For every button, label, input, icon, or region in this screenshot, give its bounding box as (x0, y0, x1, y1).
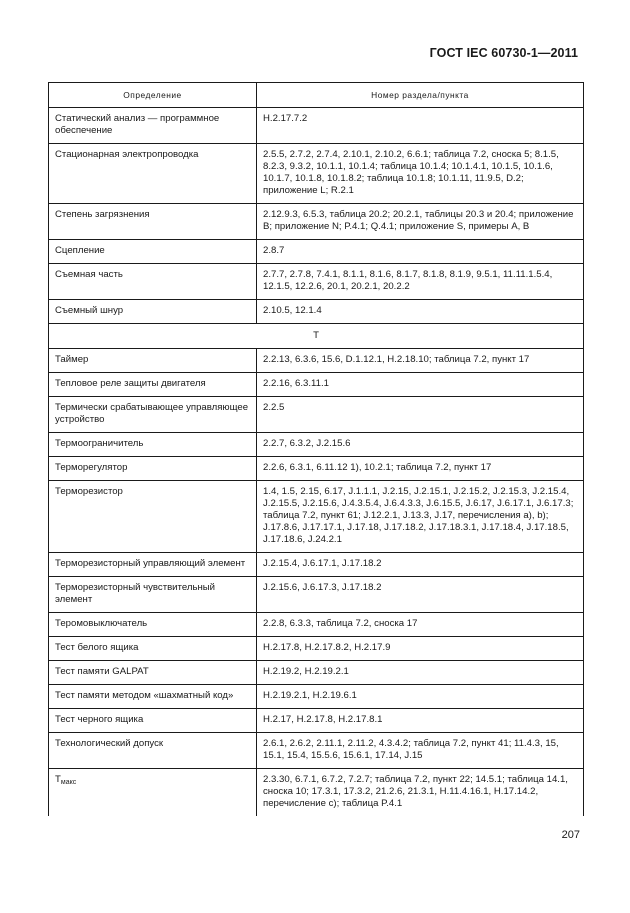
refs-cell: J.2.15.6, J.6.17.3, J.17.18.2 (257, 577, 584, 613)
table-row (49, 349, 584, 373)
table-row (49, 709, 584, 733)
refs-cell: 2.6.1, 2.6.2, 2.11.1, 2.11.2, 4.3.4.2; таблица 7.2, пункт 41; 11.4.3, 15, 15.1, 15.4, 15.5.6, 15.6.1, 17.14, J.15 (257, 733, 584, 769)
refs-cell: 2.2.7, 6.3.2, J.2.15.6 (257, 433, 584, 457)
refs-cell: 2.5.5, 2.7.2, 2.7.4, 2.10.1, 2.10.2, 6.6.1; таблица 7.2, сноска 5; 8.1.5, 8.2.3, 9.3.2, 10.1.1, 10.1.4; таблица 10.1.4; 10.1.4.1, 10.1.5, 10.1.6, 10.1.7, 10.1.8, 10.1.8.2; таблица 10.1.8; 10.1.11, 11.9.5, D.2; приложение L; R.2.1 (257, 144, 584, 204)
term-cell: Степень загрязнения (49, 204, 257, 240)
table-row (49, 240, 584, 264)
table-row (49, 108, 584, 144)
term-cell: Теромовыключатель (49, 613, 257, 637)
table-header-row (49, 83, 584, 108)
index-table (48, 82, 584, 816)
table-row (49, 373, 584, 397)
term-cell: Тест памяти методом «шахматный код» (49, 685, 257, 709)
refs-cell: 1.4, 1.5, 2.15, 6.17, J.1.1.1, J.2.15, J.2.15.1, J.2.15.2, J.2.15.3, J.2.15.4, J.2.15.5, J.2.15.6, J.4.3.5.4, J.6.4.3.3, J.6.15.5, J.6.17, J.6.17.1, J.6.17.3; таблица 7.2, пункт 61; J.12.2.1, J.13.3, J.17, перечисления a), b); J.17.8.6, J.17.17.1, J.17.18, J.17.18.2, J.17.18.3.1, J.17.18.4, J.17.18.5, J.17.18.6, J.24.2.1 (257, 481, 584, 553)
term-cell: Тест белого ящика (49, 637, 257, 661)
term-cell: Терморезистор (49, 481, 257, 553)
term-cell: Термоограничитель (49, 433, 257, 457)
page-number: 207 (561, 829, 580, 841)
table-row (49, 264, 584, 300)
section-letter: Т (49, 324, 584, 349)
term-cell: Сцепление (49, 240, 257, 264)
term-cell: Тепловое реле защиты двигателя (49, 373, 257, 397)
term-cell: Терморезисторный чувствительный элемент (49, 577, 257, 613)
refs-cell: 2.2.5 (257, 397, 584, 433)
refs-cell: H.2.19.2.1, H.2.19.6.1 (257, 685, 584, 709)
refs-cell: 2.7.7, 2.7.8, 7.4.1, 8.1.1, 8.1.6, 8.1.7, 8.1.8, 8.1.9, 9.5.1, 11.11.1.5.4, 12.1.5, 12.2.6, 20.1, 20.2.1, 20.2.2 (257, 264, 584, 300)
table-body (49, 108, 584, 817)
table-row (49, 144, 584, 204)
table-row (49, 733, 584, 769)
table-row (49, 613, 584, 637)
refs-cell: 2.2.8, 6.3.3, таблица 7.2, сноска 17 (257, 613, 584, 637)
refs-cell: H.2.19.2, H.2.19.2.1 (257, 661, 584, 685)
column-header-definition: Определение (49, 83, 257, 108)
term-cell: Стационарная электропроводка (49, 144, 257, 204)
term-cell: Статический анализ — программное обеспечение (49, 108, 257, 144)
table-row (49, 204, 584, 240)
table-row (49, 433, 584, 457)
section-letter-row (49, 324, 584, 349)
column-header-section: Номер раздела/пункта (257, 83, 584, 108)
term-cell: Съемная часть (49, 264, 257, 300)
term-cell: Тест памяти GALPAT (49, 661, 257, 685)
table-row (49, 553, 584, 577)
refs-cell: 2.2.6, 6.3.1, 6.11.12 1), 10.2.1; таблица 7.2, пункт 17 (257, 457, 584, 481)
table-row (49, 577, 584, 613)
refs-cell: H.2.17.8, H.2.17.8.2, H.2.17.9 (257, 637, 584, 661)
table-row (49, 685, 584, 709)
term-cell: Съемный шнур (49, 300, 257, 324)
term-tmax-main: T (55, 774, 61, 785)
refs-cell: 2.2.13, 6.3.6, 15.6, D.1.12.1, H.2.18.10; таблица 7.2, пункт 17 (257, 349, 584, 373)
refs-cell: 2.12.9.3, 6.5.3, таблица 20.2; 20.2.1, таблицы 20.3 и 20.4; приложение B; приложение N; P.4.1; Q.4.1; приложение S, примеры A, B (257, 204, 584, 240)
term-cell: Тест черного ящика (49, 709, 257, 733)
term-tmax-subscript: макс (60, 779, 77, 786)
table-row (49, 397, 584, 433)
refs-cell: 2.10.5, 12.1.4 (257, 300, 584, 324)
refs-cell: 2.8.7 (257, 240, 584, 264)
term-cell: Таймер (49, 349, 257, 373)
refs-cell: 2.3.30, 6.7.1, 6.7.2, 7.2.7; таблица 7.2, пункт 22; 14.5.1; таблица 14.1, сноска 10; 17.3.1, 17.3.2, 21.2.6, 21.3.1, H.11.4.16.1, H.17.14.2, перечисление c); таблица P.4.1 (257, 769, 584, 817)
table-row (49, 661, 584, 685)
document-code-header: ГОСТ IEC 60730-1—2011 (429, 46, 578, 60)
refs-cell: H.2.17.7.2 (257, 108, 584, 144)
term-cell: Технологический допуск (49, 733, 257, 769)
term-cell: Термически срабатывающее управляющее устройство (49, 397, 257, 433)
refs-cell: H.2.17, H.2.17.8, H.2.17.8.1 (257, 709, 584, 733)
table-row (49, 457, 584, 481)
table-row-tmax (49, 769, 584, 817)
term-cell: Терморезисторный управляющий элемент (49, 553, 257, 577)
table-row (49, 481, 584, 553)
refs-cell: J.2.15.4, J.6.17.1, J.17.18.2 (257, 553, 584, 577)
term-cell: Терморегулятор (49, 457, 257, 481)
table-row (49, 637, 584, 661)
table-row (49, 300, 584, 324)
term-cell-tmax (49, 769, 257, 817)
refs-cell: 2.2.16, 6.3.11.1 (257, 373, 584, 397)
